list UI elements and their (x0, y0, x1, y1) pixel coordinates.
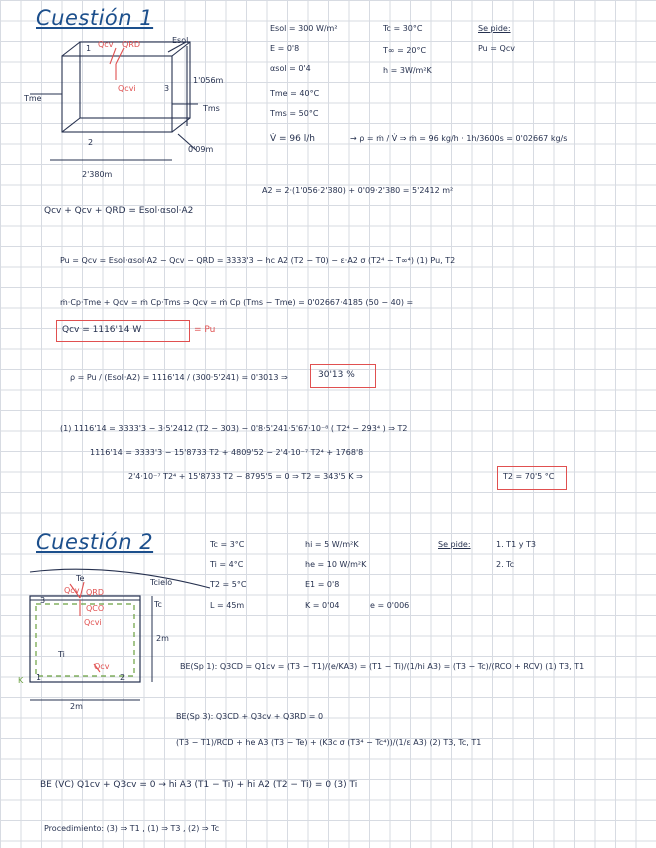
q2-se-pide: Se pide: (438, 540, 471, 549)
q1-fig-n1: 1 (86, 44, 92, 53)
q2-fig-qcv2: Qcv (94, 662, 110, 671)
q2-fig-te: Te (76, 574, 85, 583)
q1-result-q: Qcv = 1116'14 W (62, 325, 142, 335)
q1-fig-tms: Tms (203, 104, 220, 113)
q1-eq3: 2'4·10⁻⁷ T2⁴ + 15'8733 T2 − 8795'5 = 0 ⇒ T2 = 343'5 K ⇒ (128, 472, 363, 481)
q1-result-pu: = Pu (194, 325, 216, 335)
q2-be1: BE(Sp 1): Q3CD = Q1cv = (T3 − T1)/(e/KA3) = (T1 − Ti)/(1/hi A3) = (T3 − Tc)/(RCO + RCV) (1) T3, T1 (180, 662, 585, 671)
q2-be3: BE(Sp 3): Q3CD + Q3cv + Q3RD = 0 (176, 712, 324, 721)
q1-eq-balance: Qcv + Qcv + QRD = Esol·αsol·A2 (44, 206, 194, 216)
q2-bevc: BE (VC) Q1cv + Q3cv = 0 → hi A3 (T1 − Ti) + hi A2 (T2 − Ti) = 0 (3) Ti (40, 780, 358, 790)
q2-fig-tc: Tc (154, 600, 162, 609)
q1-eq1: (1) 1116'14 = 3333'3 − 3·5'2412 (T2 − 303) − 0'8·5'241·5'67·10⁻⁸ ( T2⁴ − 293⁴ ) ⇒ T2 (60, 424, 408, 433)
q1-data-h: h = 3W/m²K (383, 66, 432, 75)
q1-data-vdot: V̇ = 96 l/h (270, 134, 315, 144)
q1-fig-n2: 2 (88, 138, 94, 147)
q1-data-tms: Tms = 50°C (270, 109, 319, 118)
q2-data-l: L = 45m (210, 601, 245, 610)
q1-fig-n3: 3 (164, 84, 170, 93)
q1-data-tme: Tme = 40°C (270, 89, 320, 98)
q1-fig-qrd: QRD (122, 40, 141, 49)
q1-data-eps: E = 0'8 (270, 44, 300, 53)
q2-fig-n3: 3 (40, 596, 46, 605)
q1-data-esol: Esol = 300 W/m² (270, 24, 338, 33)
q2-data-t2: T2 = 5°C (210, 580, 247, 589)
q2-fig-k: K (18, 676, 24, 685)
q2-fig-h2m: 2m (156, 634, 169, 643)
q2-data-hi: hi = 5 W/m²K (305, 540, 359, 549)
q2-fig-qcv: Qcv (64, 586, 80, 595)
q2-pide-2: 2. Tc (496, 560, 515, 569)
q2-fig-n1: 1 (36, 673, 42, 682)
q1-pide-pu: Pu = Qcv (478, 44, 515, 53)
q2-data-ti: Ti = 4°C (210, 560, 244, 569)
q1-fig-d2: 0'09m (188, 145, 214, 154)
q1-fig-d1: 1'056m (193, 76, 224, 85)
q1-eq-pu: Pu = Qcv = Esol·αsol·A2 − Qcv − QRD = 3333'3 − hc A2 (T2 − T0) − ε·A2 σ (T2⁴ − T∞⁴) (1) Pu, T2 (60, 256, 456, 265)
q2-title: Cuestión 2 (36, 530, 154, 554)
q2-data-e1: E1 = 0'8 (305, 580, 340, 589)
q2-fig-qrd: QRD (86, 588, 105, 597)
q2-fig-ti: Ti (58, 650, 65, 659)
q2-fig-qcvi: Qcvi (84, 618, 102, 627)
q1-fig-qcv: Qcv (98, 40, 114, 49)
q1-fig-d3: 2'380m (82, 170, 113, 179)
q2-figure (10, 560, 220, 710)
q1-title: Cuestión 1 (36, 6, 154, 30)
q1-fig-esol: Esol (172, 36, 189, 45)
q2-fig-w2m: 2m (70, 702, 83, 711)
q1-se-pide: Se pide: (478, 24, 511, 33)
q2-data-he: he = 10 W/m²K (305, 560, 367, 569)
q1-eq2: 1116'14 = 3333'3 − 15'8733 T2 + 4809'52 − 2'4·10⁻⁷ T2⁴ + 1768'8 (90, 448, 364, 457)
q2-data-e: e = 0'006 (370, 601, 410, 610)
q1-data-asol: αsol = 0'4 (270, 64, 311, 73)
q2-fig-qco: QCO (86, 604, 105, 613)
q1-data-tc: Tc = 30°C (383, 24, 423, 33)
q1-t2-val: T2 = 70'5 °C (503, 472, 555, 481)
q1-eta-val: 30'13 % (318, 370, 355, 380)
q2-procedimiento: Procedimiento: (3) ⇒ T1 , (1) ⇒ T3 , (2) ⇒ Tc (44, 824, 220, 833)
q1-flow: → ρ = ṁ / V̇ ⇒ ṁ = 96 kg/h · 1h/3600s = 0'02667 kg/s (350, 134, 568, 143)
q1-eq-mcp: ṁ·Cp·Tme + Qcv = ṁ Cp·Tms ⇒ Qcv = ṁ Cp (Tms − Tme) = 0'02667·4185 (50 − 40) = (60, 298, 414, 307)
q2-fig-tcielo: Tcielo (150, 578, 173, 587)
q1-fig-tme: Tme (24, 94, 42, 103)
q2-pide-1: 1. T1 y T3 (496, 540, 536, 549)
q1-data-tinf: T∞ = 20°C (383, 46, 427, 55)
q2-data-k: K = 0'04 (305, 601, 340, 610)
q2-be3b: (T3 − T1)/RCD + he A3 (T3 − Te) + (K3c σ (T3⁴ − Tc⁴))/(1/ε A3) (2) T3, Tc, T1 (176, 738, 482, 747)
q1-fig-qcvi: Qcvi (118, 84, 136, 93)
q2-fig-n2: 2 (120, 673, 126, 682)
q1-eta: ρ = Pu / (Esol·A2) = 1116'14 / (300·5'241) = 0'3013 ⇒ (70, 373, 288, 382)
q1-eq-area: A2 = 2·(1'056·2'380) + 0'09·2'380 = 5'2412 m² (262, 186, 454, 195)
q2-data-tc: Tc = 3°C (210, 540, 245, 549)
